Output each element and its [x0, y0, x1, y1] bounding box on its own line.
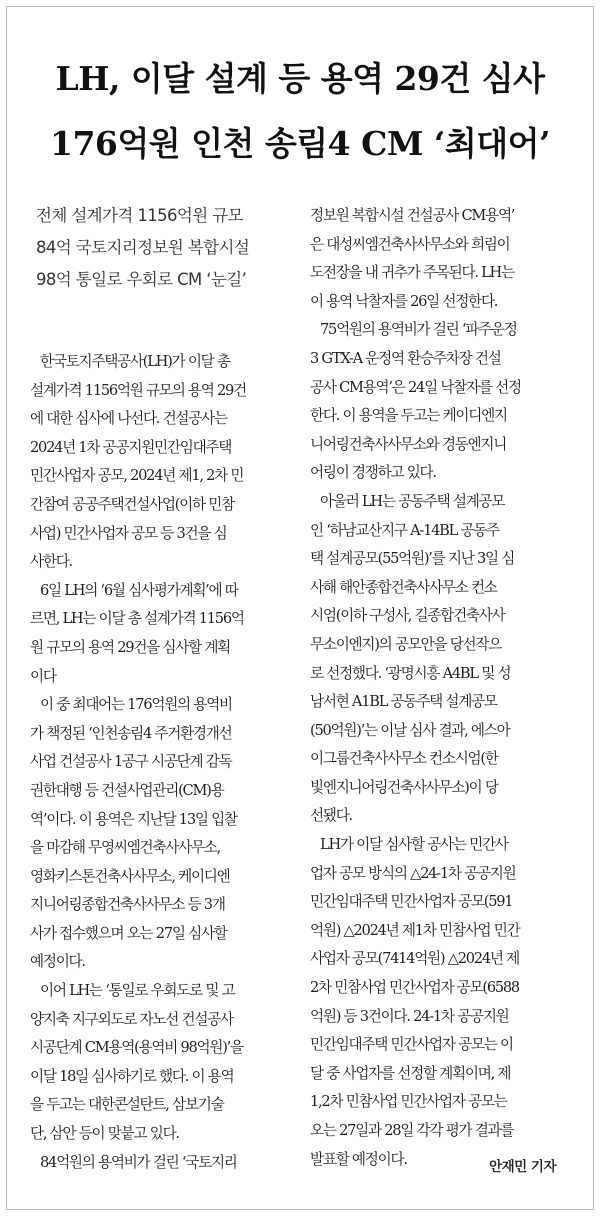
body-text-line: 억원) △2024년 제1차 민참사업 민간 [310, 921, 520, 939]
deck-line: 전체 설계가격 1156억원 규모 [36, 206, 243, 225]
body-text-line: 예정이다. [30, 953, 85, 971]
body-text-line: 달 중 사업자를 선정할 계획이며, 제 [310, 1064, 511, 1082]
body-text-line: 택 설계공모(55억원)’를 지난 3일 심 [310, 550, 515, 568]
body-text-line: 한다. 이 용역을 두고는 케이디엔지 [310, 407, 507, 425]
body-text-line: 권한대행 등 건설사업관리(CM)용 [30, 781, 224, 799]
body-text-line: 간참여 공공주택건설사업(이하 민참 [30, 495, 234, 513]
left-column-body [30, 348, 306, 1177]
body-text-line: 빛엔지니어링건축사사무소)이 당 [310, 778, 498, 796]
body-text-line: 니어링건축사사무소와 경동엔지니 [310, 435, 507, 453]
body-text-line: 사업) 민간사업자 공모 등 3건을 심 [30, 524, 227, 542]
byline: 안재민 기자 [489, 1159, 556, 1175]
body-text-line: 은 대성씨엠건축사사무소와 희림이 [310, 235, 510, 253]
body-text-line: 르면, LH는 이달 총 설계가격 1156억 [30, 610, 244, 628]
body-text-line: 1,2차 민참사업 민간사업자 공모는 [310, 1093, 507, 1111]
body-text-line: 영화키스톤건축사사무소, 케이디엔 [30, 867, 230, 885]
body-text-line: 이어 LH는 ‘통일로 우회도로 및 고 [40, 982, 235, 1000]
body-text-line: 이그룹건축사사무소 컨소시엄(한 [310, 750, 498, 768]
body-text-line: 6일 LH의 ‘6월 심사평가계획’에 따 [40, 581, 238, 599]
body-text-line: 인 ‘하남교산지구 A-14BL 공동주 [310, 521, 499, 539]
body-text-line: 에 대한 심사에 나선다. 건설공사는 [30, 410, 227, 428]
deck-line: 84억 국토지리정보원 복합시설 [36, 238, 250, 257]
body-text-line: 을 마감해 무영씨엠건축사사무소, [30, 839, 221, 857]
body-text-line: 공사 CM용역’은 24일 낙찰자를 선정 [310, 378, 521, 396]
body-text-line: 을 두고는 대한콘설탄트, 삼보기술 [30, 1096, 224, 1114]
body-text-line: 정보원 복합시설 건설공사 CM용역’ [310, 207, 515, 224]
body-text-line: 어링이 경쟁하고 있다. [310, 464, 436, 482]
body-text-line: 한국토지주택공사(LH)가 이달 총 [40, 353, 230, 370]
body-text-line: 이 용역 낙찰자를 26일 선정한다. [310, 292, 498, 310]
body-text-line: 75억원의 용역비가 걸린 ‘파주운정 [320, 321, 517, 339]
deck-line: 98억 통일로 우회로 CM ‘눈길’ [36, 270, 247, 289]
headline [14, 46, 586, 176]
body-text-line: 이 중 최대어는 176억원의 용역비 [40, 696, 232, 714]
body-text-line: 억원) 등 3건이다. 24-1차 공공지원 [310, 1007, 509, 1025]
body-text-line: 오는 27일과 28일 각각 평가 결과를 [310, 1122, 514, 1139]
body-text-line: (50억원)’는 이날 심사 결과, 에스아 [310, 721, 510, 739]
body-text-line: 업자 공모 방식의 △24-1차 공공지원 [310, 864, 516, 882]
body-text-line: 설계가격 1156억원 규모의 용역 29건 [30, 381, 246, 399]
body-text-line: 아울러 LH는 공동주택 설계공모 [320, 492, 505, 510]
body-text-line: 84억원의 용역비가 걸린 ‘국토지리 [40, 1153, 237, 1171]
right-column [310, 202, 586, 1174]
body-text-line: 단, 삼안 등이 맞붙고 있다. [30, 1125, 179, 1143]
body-text-line: 역’이다. 이 용역은 지난달 13일 입찰 [30, 810, 237, 828]
body-text-line: 사업 건설공사 1공구 시공단계 감독 [30, 753, 232, 771]
body-text-line: 민간임대주택 민간사업자 공모는 이 [310, 1036, 513, 1054]
body-text-line: 사가 접수했으며 오는 27일 심사할 [30, 924, 227, 942]
body-text-line: 사업자 공모(7414억원) △2024년 제 [310, 950, 519, 968]
body-text-line: 지니어링종합건축사사무소 등 3개 [30, 896, 225, 914]
body-text-line: 시공단계 CM용역(용역비 98억원)’을 [30, 1039, 243, 1057]
right-column-body [310, 202, 586, 1174]
left-column [30, 200, 306, 1177]
body-text-line: 도전장을 내 귀추가 주목된다. LH는 [310, 264, 514, 282]
body-text-line: 2차 민참사업 민간사업자 공모(6588 [310, 979, 519, 997]
body-text-line: 시엄(이하 구성사, 길종합건축사사 [310, 607, 505, 625]
body-text-line: LH가 이달 심사할 공사는 민간사 [320, 836, 508, 854]
body-text-line: 사한다. [30, 553, 72, 571]
headline-line-1: LH, 이달 설계 등 용역 29건 심사 [55, 59, 545, 98]
body-text-line: 남서현 A1BL 공동주택 설계공모 [310, 693, 497, 711]
body-text-line: 3 GTX-A 운정역 환승주차장 건설 [310, 349, 501, 367]
body-text-line: 민간사업자 공모, 2024년 제1, 2차 민 [30, 467, 244, 485]
body-text-line: 사해 해안종합건축사사무소 컨소 [310, 578, 497, 596]
body-text-line: 이달 18일 심사하기로 했다. 이 용역 [30, 1067, 234, 1085]
subheadline-deck [36, 200, 306, 296]
body-text-line: 2024년 1차 공공지원민간임대주택 [30, 438, 232, 456]
headline-line-2: 176억원 인천 송림4 CM ‘최대어’ [50, 124, 550, 163]
body-text-line: 발표할 예정이다. [310, 1150, 407, 1168]
body-text-line: 선됐다. [310, 807, 352, 825]
body-text-line: 민간임대주택 민간사업자 공모(591 [310, 893, 513, 911]
body-text-line: 이다 [30, 667, 56, 685]
body-text-line: 원 규모의 용역 29건을 심사할 계획 [30, 638, 231, 656]
body-text-line: 무소이엔지)의 공모안을 당선작으 [310, 635, 502, 653]
body-text-line: 가 책정된 ‘인천송림4 주거환경개선 [30, 724, 232, 742]
body-text-line: 양지축 지구외도로 자노선 건설공사 [30, 1010, 233, 1028]
body-text-line: 로 선정했다. ‘광명시흥 A4BL 및 성 [310, 664, 511, 682]
